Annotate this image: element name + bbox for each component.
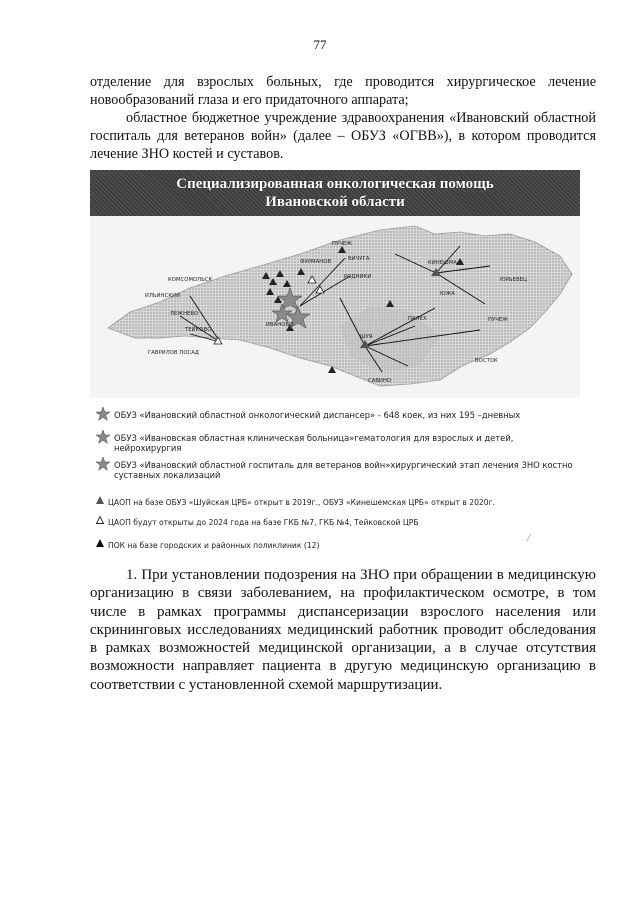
label-palekh: ПАЛЕХ [408, 316, 427, 322]
figure-title-line1: Специализированная онкологическая помощь [176, 176, 494, 192]
label-savino: САВИНО [368, 378, 392, 384]
gray-star-icon [96, 430, 110, 444]
label-puchezh: ПУЧЕЖ [488, 317, 508, 323]
label-vichuga: ВИЧУГА [348, 256, 370, 262]
page-number: 77 [313, 37, 327, 52]
label-yurevets: ЮРЬЕВЕЦ [500, 277, 528, 283]
gray-triangle-icon [96, 496, 104, 504]
legend-text: ОБУЗ «Ивановская областная клиническая больница»гематология для взрослых и детей, нейрохирургия [114, 433, 514, 453]
label-rodniki: РОДНИКИ [344, 274, 372, 280]
outline-triangle-icon [96, 516, 104, 524]
label-shuya: ШУЯ [360, 334, 373, 340]
figure-title-line2: Ивановской области [265, 194, 405, 210]
label-gavposad: ГАВРИЛОВ ПОСАД [148, 350, 200, 356]
stray-mark: ⁄ [528, 533, 530, 544]
legend-text: ОБУЗ «Ивановский областной онкологический диспансер» - 648 коек, из них 195 –дневных [114, 410, 521, 420]
label-komsomolsk: КОМСОМОЛЬСК [168, 277, 213, 283]
label-lezhnevo: ЛЕЖНЕВО [170, 311, 199, 317]
label-puchezh-top: ПУЧЕЖ [332, 241, 352, 247]
legend-text: ЦАОП на базе ОБУЗ «Шуйская ЦРБ» открыт в 2019г., ОБУЗ «Кинешемская ЦРБ» открыт в 2020г. [108, 498, 495, 507]
gray-star-icon [96, 457, 110, 471]
label-teykovo: ТЕЙКОВО [185, 327, 212, 333]
oncology-map-figure [90, 170, 580, 398]
paragraph-suspicion-procedure: 1. При установлении подозрения на ЗНО при обращении в медицинскую организацию в связи заболеванием, на профилактическом осмотре, в том числе в рамках программы диспансеризации взрослого населения или скрининговых исследованиях медицинский работник проводит обследования в рамках возможностей медицинской организации, а в случае отсутствия возможности направляет пациента в другую медицинскую организацию в соответствии с установленной схемой маршрутизации. [90, 567, 596, 693]
legend-text: ОБУЗ «Ивановский областной госпиталь для ветеранов войн»хирургический этап лечения ЗНО костно суставных локализаций [114, 460, 573, 480]
paragraph-veterans-hospital: областное бюджетное учреждение здравоохранения «Ивановский областной госпиталь для ветеранов войн» (далее – ОБУЗ «ОГВВ»), в котором проводится лечение ЗНО костей и суставов. [90, 110, 596, 162]
label-furmanov: ФУРМАНОВ [300, 259, 332, 265]
gray-star-icon [96, 407, 110, 421]
label-yuzha: ЮЖА [440, 291, 456, 297]
legend-text: ПОК на базе городских и районных поликлиник (12) [108, 541, 320, 550]
label-ilyinsky: ИЛЬИНСКИЙ [145, 293, 181, 299]
legend-text: ЦАОП будут открыты до 2024 года на базе ГКБ №7, ГКБ №4, Тейковской ЦРБ [108, 518, 419, 527]
label-vostok: ВОСТОК [475, 358, 498, 364]
region-map [90, 216, 580, 398]
label-kineshma: КИНЕШМА [428, 260, 458, 266]
black-triangle-icon [96, 539, 104, 547]
figure-title [90, 170, 580, 216]
paragraph-eye-department: отделение для взрослых больных, где проводится хирургическое лечение новообразований глаза и его придаточного аппарата; [90, 74, 596, 108]
label-ivanovo: ИВАНОВО [266, 322, 294, 328]
